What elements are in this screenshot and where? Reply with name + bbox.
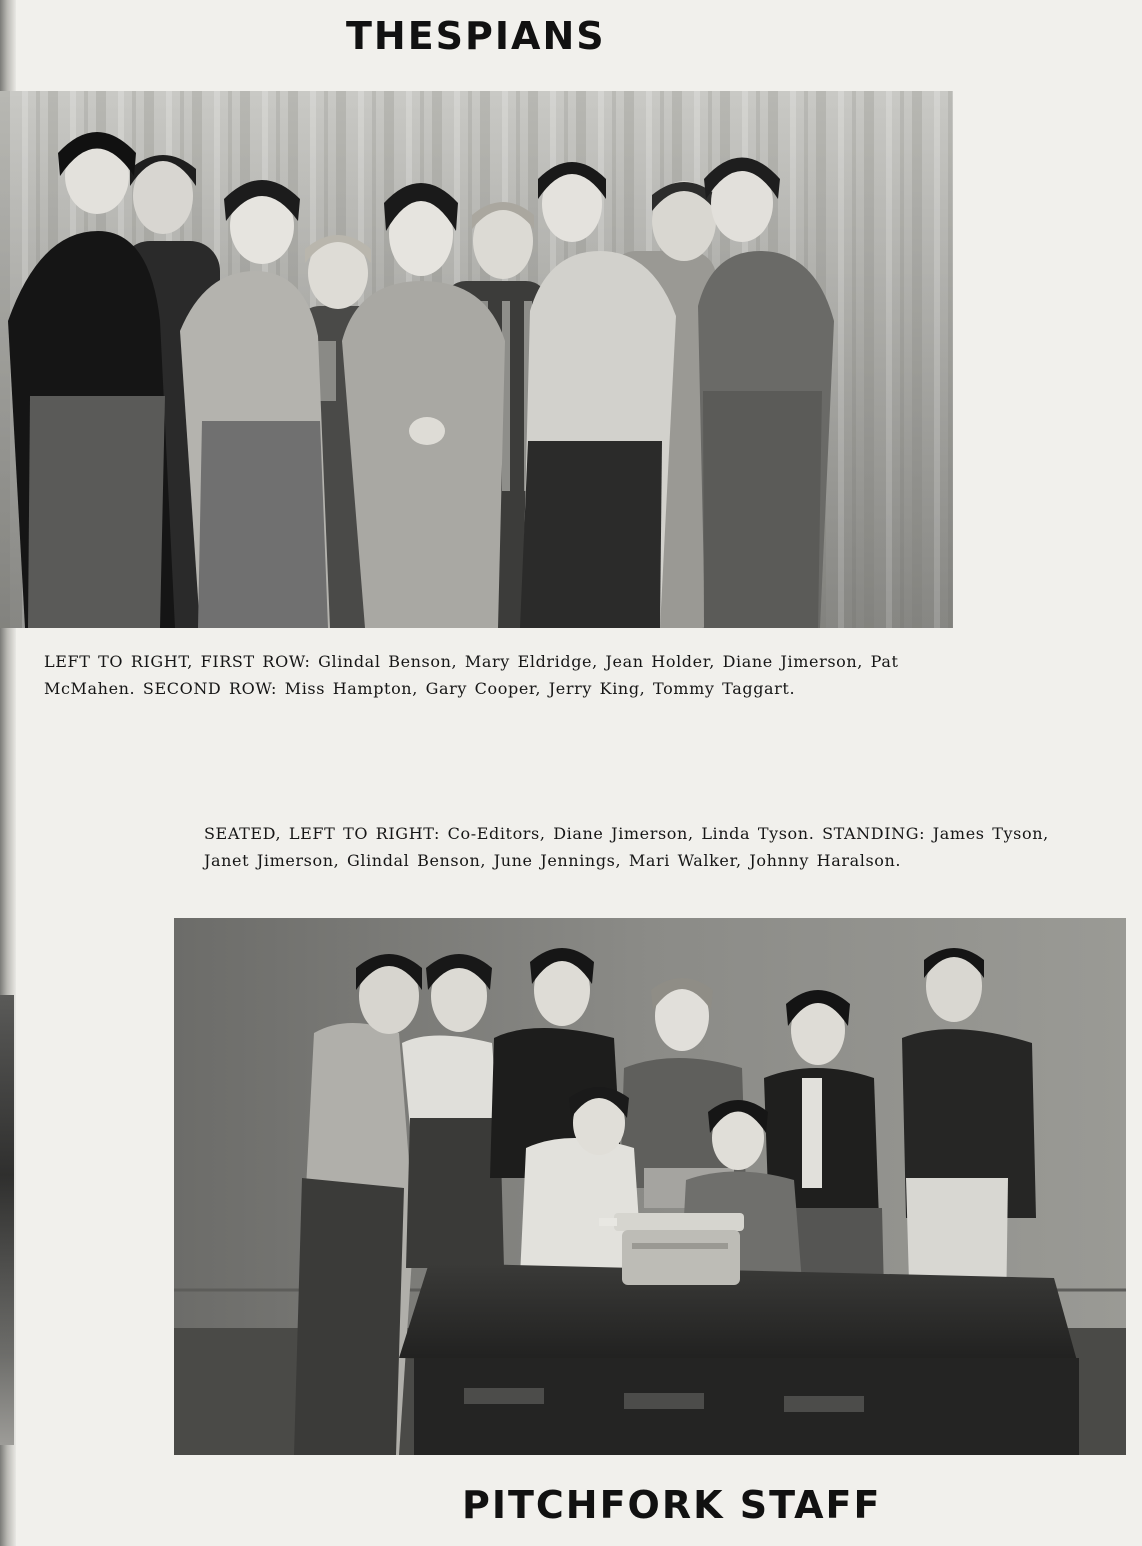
pitchfork-staff-title: PITCHFORK STAFF xyxy=(462,1483,882,1527)
pitchfork-caption: SEATED, LEFT TO RIGHT: Co-Editors, Diane Jimerson, Linda Tyson. STANDING: James Tyson, Janet Jimerson, Glindal Benson, June Jennings, Mari Walker, Johnny Haralson. xyxy=(204,824,1049,870)
thespians-caption: LEFT TO RIGHT, FIRST ROW: Glindal Benson, Mary Eldridge, Jean Holder, Diane Jimerson, Pat McMahen. SECOND ROW: Miss Hampton, Gary Cooper, Jerry King, Tommy Taggart. xyxy=(44,652,899,698)
adjacent-page-strip xyxy=(0,995,14,1445)
thespians-group-photo xyxy=(0,91,953,628)
pitchfork-desk xyxy=(399,1263,1079,1455)
thespians-title: THESPIANS xyxy=(346,14,606,58)
pitchfork-staff-photo xyxy=(174,918,1126,1455)
